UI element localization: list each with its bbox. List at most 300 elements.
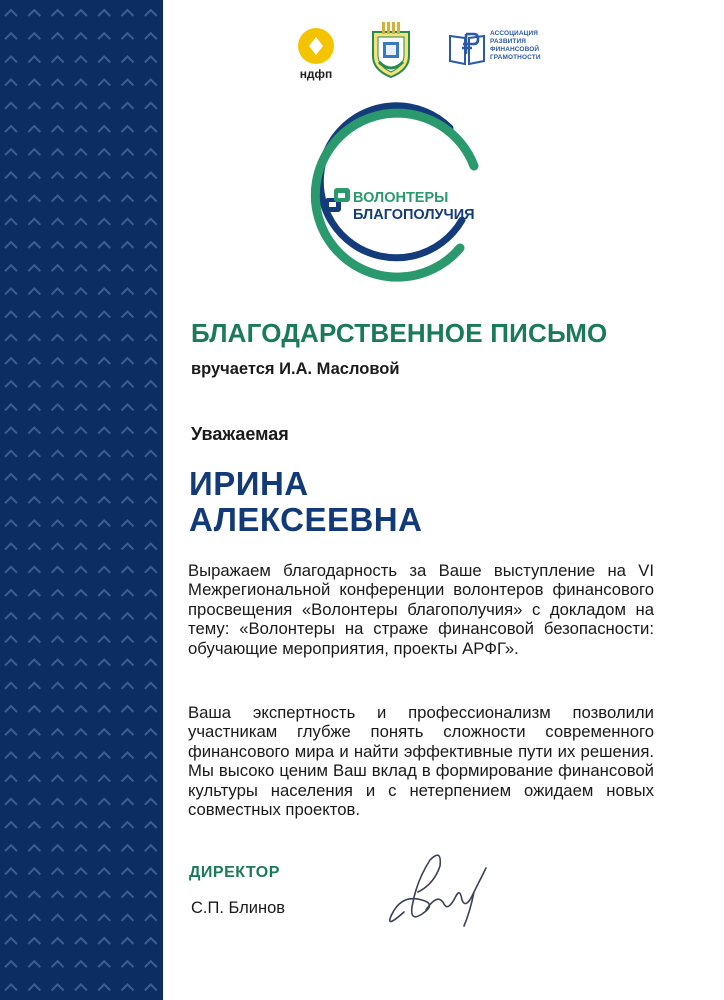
chevron-up-icon [52,497,64,503]
chevron-up-icon [98,335,110,341]
chevron-up-icon [145,196,157,202]
chevron-up-icon [145,242,157,248]
chevron-up-icon [52,428,64,434]
chevron-up-icon [28,729,40,735]
chevron-up-icon [28,10,40,16]
presented-to: вручается И.А. Масловой [191,360,400,378]
chevron-up-icon [28,451,40,457]
chevron-up-icon [98,404,110,410]
chevron-up-icon [75,335,87,341]
body-paragraph-1: Выражаем благодарность за Ваше выступление на VI Межрегиональной конференции волонтеров финансового просвещения «Волонтеры благополучия» с докладом на тему: «Волонтеры на страже финансовой безопасности: обучающие мероприятия, проекты АРФГ». [188,561,654,658]
chevron-up-icon [28,683,40,689]
chevron-up-icon [28,892,40,898]
chevron-up-icon [28,497,40,503]
chevron-up-icon [52,822,64,828]
chevron-up-icon [28,312,40,318]
arfg-logo-line: РАЗВИТИЯ [490,38,527,45]
chevron-up-icon [52,520,64,526]
chevron-up-icon [98,776,110,782]
chevron-up-icon [52,845,64,851]
chevron-up-icon [98,590,110,596]
handwritten-signature [382,852,502,932]
chevron-up-icon [5,381,17,387]
chevron-up-icon [75,381,87,387]
chevron-up-icon [75,126,87,132]
volunteers-emblem [292,98,512,294]
chevron-up-icon [98,520,110,526]
chevron-up-icon [75,868,87,874]
chevron-up-icon [52,381,64,387]
chevron-up-icon [75,567,87,573]
chevron-up-icon [75,497,87,503]
chevron-up-icon [145,961,157,967]
chevron-up-icon [28,544,40,550]
chevron-up-icon [145,590,157,596]
chevron-up-icon [122,451,134,457]
chevron-up-icon [75,776,87,782]
chevron-up-icon [145,265,157,271]
chevron-up-icon [122,868,134,874]
chevron-up-icon [145,706,157,712]
chevron-up-icon [122,892,134,898]
chevron-up-icon [5,567,17,573]
chevron-up-icon [5,219,17,225]
signer-role: ДИРЕКТОР [189,864,280,881]
chevron-up-icon [145,126,157,132]
chevron-up-icon [98,613,110,619]
chevron-up-icon [5,242,17,248]
chevron-up-icon [145,660,157,666]
chevron-up-icon [5,868,17,874]
chevron-up-icon [122,242,134,248]
chevron-up-icon [145,892,157,898]
chevron-up-icon [122,636,134,642]
chevron-up-icon [75,544,87,550]
chevron-up-icon [122,265,134,271]
open-book-ruble-icon [448,32,486,66]
chevron-up-icon [28,590,40,596]
chevron-up-icon [5,474,17,480]
chevron-up-icon [145,613,157,619]
chevron-up-icon [122,729,134,735]
chevron-up-icon [52,219,64,225]
chevron-up-icon [145,10,157,16]
chevron-up-icon [28,984,40,990]
chevron-up-icon [98,242,110,248]
chevron-up-icon [5,845,17,851]
chevron-up-icon [145,776,157,782]
chevron-up-icon [75,799,87,805]
chevron-up-icon [98,451,110,457]
chevron-up-icon [52,474,64,480]
recipient-patronymic: АЛЕКСЕЕВНА [189,501,423,538]
chevron-up-icon [28,799,40,805]
chevron-up-icon [52,126,64,132]
chevron-up-icon [28,242,40,248]
chevron-up-icon [122,683,134,689]
chevron-up-icon [28,868,40,874]
chevron-up-icon [122,660,134,666]
chevron-up-icon [28,752,40,758]
chevron-up-icon [122,984,134,990]
chevron-up-icon [75,358,87,364]
body-paragraph-2: Ваша экспертность и профессионализм позволили участникам глубже понять сложности современного финансового мира и найти эффективные пути их решения. Мы высоко ценим Ваш вклад в формирование финансовой культуры населения и с нетерпением ожидаем новых совместных проектов. [188,703,654,820]
chevron-up-icon [5,288,17,294]
chevron-up-icon [5,103,17,109]
chevron-up-icon [52,752,64,758]
chevron-up-icon [98,915,110,921]
chevron-up-icon [5,752,17,758]
chevron-up-icon [98,126,110,132]
chevron-up-icon [52,103,64,109]
chevron-up-icon [52,984,64,990]
chevron-up-icon [28,636,40,642]
emblem-chain-icon [325,188,350,212]
chevron-up-icon [5,590,17,596]
chevron-up-icon [28,776,40,782]
letter-title: БЛАГОДАРСТВЕННОЕ ПИСЬМО [191,318,608,348]
chevron-up-icon [28,613,40,619]
chevron-up-icon [98,312,110,318]
chevron-up-icon [98,196,110,202]
chevron-up-icon [98,636,110,642]
chevron-up-icon [122,196,134,202]
chevron-pattern [0,0,163,1000]
chevron-up-icon [75,172,87,178]
chevron-up-icon [28,706,40,712]
chevron-up-icon [75,103,87,109]
chevron-up-icon [52,242,64,248]
chevron-up-icon [28,103,40,109]
chevron-up-icon [122,404,134,410]
chevron-up-icon [75,149,87,155]
chevron-up-icon [145,729,157,735]
chevron-up-icon [75,520,87,526]
chevron-up-icon [75,892,87,898]
chevron-up-icon [122,428,134,434]
arfg-logo-line: АССОЦИАЦИЯ [490,30,539,37]
chevron-up-icon [145,520,157,526]
chevron-up-icon [122,149,134,155]
chevron-up-icon [28,404,40,410]
chevron-up-icon [28,335,40,341]
chevron-up-icon [75,683,87,689]
chevron-up-icon [52,706,64,712]
chevron-up-icon [122,335,134,341]
chevron-up-icon [52,196,64,202]
chevron-up-icon [52,288,64,294]
signer-name: С.П. Блинов [191,899,286,917]
chevron-up-icon [145,451,157,457]
chevron-up-icon [5,636,17,642]
chevron-up-icon [122,776,134,782]
chevron-up-icon [75,822,87,828]
chevron-up-icon [5,126,17,132]
chevron-up-icon [5,312,17,318]
chevron-up-icon [98,149,110,155]
chevron-up-icon [122,358,134,364]
chevron-up-icon [145,799,157,805]
chevron-up-icon [98,497,110,503]
chevron-up-icon [52,915,64,921]
chevron-up-icon [145,544,157,550]
chevron-up-icon [52,776,64,782]
chevron-up-icon [5,10,17,16]
chevron-up-icon [52,799,64,805]
chevron-up-icon [5,428,17,434]
chevron-up-icon [75,265,87,271]
chevron-up-icon [98,219,110,225]
chevron-up-icon [122,706,134,712]
chevron-up-icon [98,892,110,898]
chevron-up-icon [98,358,110,364]
chevron-up-icon [28,660,40,666]
chevron-up-icon [5,613,17,619]
chevron-up-icon [28,938,40,944]
chevron-up-icon [28,822,40,828]
chevron-up-icon [75,219,87,225]
chevron-up-icon [122,752,134,758]
chevron-up-icon [98,938,110,944]
chevron-up-icon [122,474,134,480]
chevron-up-icon [145,219,157,225]
chevron-up-icon [98,10,110,16]
chevron-up-icon [52,636,64,642]
chevron-up-icon [122,381,134,387]
chevron-up-icon [145,103,157,109]
chevron-up-icon [28,428,40,434]
emblem-line1: ВОЛОНТЕРЫ [353,190,449,206]
chevron-up-icon [145,335,157,341]
chevron-up-icon [52,892,64,898]
chevron-up-icon [75,729,87,735]
chevron-up-icon [5,776,17,782]
chevron-up-icon [98,567,110,573]
chevron-up-icon [98,265,110,271]
chevron-up-icon [122,172,134,178]
chevron-up-icon [28,288,40,294]
chevron-up-icon [98,961,110,967]
chevron-up-icon [122,520,134,526]
chevron-up-icon [98,172,110,178]
chevron-up-icon [5,149,17,155]
chevron-up-icon [98,706,110,712]
chevron-up-icon [5,706,17,712]
decorative-sidebar [0,0,163,1000]
chevron-up-icon [122,613,134,619]
chevron-up-icon [5,683,17,689]
chevron-up-icon [52,335,64,341]
chevron-up-icon [52,590,64,596]
chevron-up-icon [5,196,17,202]
chevron-up-icon [28,219,40,225]
chevron-up-icon [28,196,40,202]
chevron-up-icon [98,729,110,735]
chevron-up-icon [98,381,110,387]
chevron-up-icon [28,126,40,132]
ndfp-logo-label: ндфп [299,67,333,81]
chevron-up-icon [75,938,87,944]
chevron-up-icon [52,613,64,619]
chevron-up-icon [122,544,134,550]
chevron-up-icon [122,103,134,109]
chevron-up-icon [28,474,40,480]
ndfp-coin-icon [298,28,334,64]
chevron-up-icon [52,172,64,178]
chevron-up-icon [75,636,87,642]
chevron-up-icon [122,312,134,318]
chevron-up-icon [52,358,64,364]
chevron-up-icon [98,984,110,990]
chevron-up-icon [28,149,40,155]
chevron-up-icon [98,544,110,550]
chevron-up-icon [75,915,87,921]
chevron-up-icon [98,288,110,294]
chevron-up-icon [145,288,157,294]
chevron-up-icon [52,544,64,550]
chevron-up-icon [145,822,157,828]
chevron-up-icon [5,544,17,550]
chevron-up-icon [28,358,40,364]
chevron-up-icon [75,660,87,666]
chevron-up-icon [75,984,87,990]
chevron-up-icon [75,404,87,410]
recipient-first-name: ИРИНА [189,465,309,502]
chevron-up-icon [145,474,157,480]
chevron-up-icon [145,915,157,921]
chevron-up-icon [75,242,87,248]
arfg-logo-line: ГРАМОТНОСТИ [490,54,541,61]
chevron-up-icon [52,149,64,155]
chevron-up-icon [5,938,17,944]
chevron-up-icon [98,474,110,480]
chevron-up-icon [75,10,87,16]
chevron-up-icon [52,567,64,573]
chevron-up-icon [122,961,134,967]
emblem-rings [292,98,512,294]
chevron-up-icon [28,520,40,526]
chevron-up-icon [145,636,157,642]
chevron-up-icon [98,822,110,828]
chevron-up-icon [122,915,134,921]
chevron-up-icon [145,312,157,318]
chevron-up-icon [145,358,157,364]
chevron-up-icon [5,265,17,271]
chevron-up-icon [98,660,110,666]
chevron-up-icon [98,845,110,851]
arfg-logo-text [490,30,541,62]
chevron-up-icon [52,265,64,271]
arfg-logo [448,28,558,72]
chevron-up-icon [75,590,87,596]
chevron-up-icon [122,799,134,805]
chevron-up-icon [98,752,110,758]
chevron-up-icon [28,265,40,271]
chevron-up-icon [5,915,17,921]
chevron-up-icon [122,219,134,225]
ndfp-logo [294,28,338,84]
chevron-up-icon [5,497,17,503]
chevron-up-icon [5,404,17,410]
salutation: Уважаемая [191,424,289,444]
chevron-up-icon [5,358,17,364]
chevron-up-icon [28,567,40,573]
chevron-up-icon [5,961,17,967]
chevron-up-icon [122,10,134,16]
chevron-up-icon [75,706,87,712]
chevron-up-icon [145,428,157,434]
chevron-up-icon [145,752,157,758]
chevron-up-icon [122,590,134,596]
chevron-up-icon [5,984,17,990]
chevron-up-icon [122,938,134,944]
chevron-up-icon [145,381,157,387]
chevron-up-icon [145,868,157,874]
chevron-up-icon [122,845,134,851]
chevron-up-icon [5,892,17,898]
chevron-up-icon [75,474,87,480]
chevron-up-icon [145,845,157,851]
chevron-up-icon [98,868,110,874]
chevron-up-icon [52,10,64,16]
chevron-up-icon [52,312,64,318]
chevron-up-icon [5,172,17,178]
chevron-up-icon [5,451,17,457]
chevron-up-icon [75,961,87,967]
coat-of-arms-icon [370,22,412,78]
chevron-up-icon [98,428,110,434]
chevron-up-icon [75,196,87,202]
chevron-up-icon [5,335,17,341]
chevron-up-icon [52,729,64,735]
emblem-line2: БЛАГОПОЛУЧИЯ [353,207,475,223]
chevron-up-icon [122,288,134,294]
arfg-logo-line: ФИНАНСОВОЙ [490,46,540,53]
chevron-up-icon [5,729,17,735]
chevron-up-icon [122,567,134,573]
chevron-up-icon [145,567,157,573]
chevron-up-icon [52,683,64,689]
chevron-up-icon [122,497,134,503]
chevron-up-icon [28,961,40,967]
chevron-up-icon [28,915,40,921]
chevron-up-icon [75,752,87,758]
partner-logos [0,22,724,82]
chevron-up-icon [145,172,157,178]
chevron-up-icon [5,822,17,828]
chevron-up-icon [122,822,134,828]
chevron-up-icon [52,961,64,967]
chevron-up-icon [98,799,110,805]
chevron-up-icon [5,799,17,805]
chevron-up-icon [122,126,134,132]
chevron-up-icon [75,451,87,457]
chevron-up-icon [52,868,64,874]
chevron-up-icon [5,660,17,666]
chevron-up-icon [52,451,64,457]
chevron-up-icon [75,312,87,318]
chevron-up-icon [145,984,157,990]
chevron-up-icon [145,149,157,155]
chevron-up-icon [145,683,157,689]
chevron-up-icon [28,172,40,178]
chevron-up-icon [145,938,157,944]
chevron-up-icon [5,520,17,526]
chevron-up-icon [145,404,157,410]
chevron-up-icon [28,381,40,387]
chevron-up-icon [145,497,157,503]
chevron-up-icon [75,428,87,434]
